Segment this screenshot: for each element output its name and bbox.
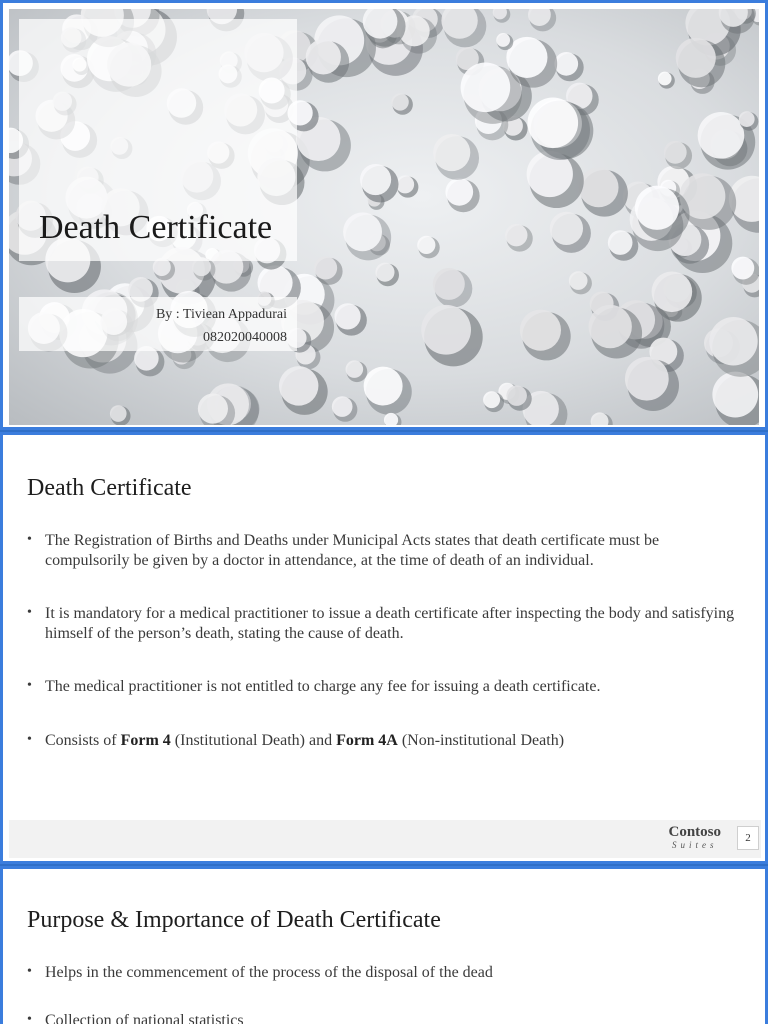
slide-heading: Purpose & Importance of Death Certificate: [27, 907, 441, 933]
form-4-desc: (Institutional Death) and: [170, 732, 337, 749]
snow-tree-shape: [343, 212, 391, 260]
snow-tree-shape: [591, 412, 613, 425]
snow-tree-shape: [441, 9, 486, 47]
form-4a-desc: (Non-institutional Death): [397, 732, 565, 749]
form-4a-label: Form 4A: [336, 732, 398, 749]
snow-tree-shape: [433, 134, 479, 180]
snow-tree-shape: [506, 385, 531, 410]
brand-name: Contoso: [668, 824, 721, 840]
page-number: 2: [737, 826, 759, 850]
title-panel: [19, 19, 297, 261]
snow-tree-shape: [579, 167, 628, 216]
snow-tree-shape: [433, 268, 472, 307]
bullet-item-forms: [27, 731, 739, 751]
snow-tree-shape: [445, 178, 479, 212]
bullet-item: • Collection of national statistics: [27, 1011, 739, 1024]
snow-tree-shape: [493, 9, 511, 23]
content-slide-purpose[interactable]: [0, 866, 768, 1024]
bullet-list: [27, 531, 739, 784]
snow-tree-shape: [417, 236, 440, 259]
snow-tree-shape: [664, 141, 692, 169]
snow-tree-shape: [658, 72, 675, 89]
slide-footer: [9, 820, 761, 858]
snow-tree-shape: [712, 372, 759, 425]
snow-tree-shape: [505, 224, 533, 252]
title-slide[interactable]: [0, 0, 768, 430]
snow-tree-shape: [528, 9, 556, 31]
forms-prefix: Consists of: [45, 732, 121, 749]
snow-tree-shape: [550, 212, 591, 253]
snow-tree-shape: [569, 271, 592, 294]
snow-tree-shape: [364, 367, 412, 415]
slide-title: Death Certificate: [39, 209, 273, 246]
snow-tree-shape: [731, 257, 759, 285]
form-4-label: Form 4: [120, 732, 171, 749]
snow-tree-shape: [360, 164, 399, 203]
snow-tree-shape: [384, 413, 402, 425]
snow-tree-shape: [608, 230, 638, 260]
bullet-item: • It is mandatory for a medical practitioner to issue a death certificate after inspecting the body and satisfying himself of the person’s death, stating the cause of death.: [27, 604, 739, 644]
brand-subtitle: Suites: [671, 840, 718, 850]
bullet-item: • Helps in the commencement of the process of the disposal of the dead: [27, 963, 739, 983]
snow-tree-shape: [332, 396, 358, 422]
snow-tree-shape: [421, 305, 483, 367]
snow-tree-shape: [391, 93, 412, 114]
snow-tree-shape: [554, 52, 583, 81]
snow-tree-shape: [334, 303, 366, 335]
slide-heading: Death Certificate: [27, 475, 192, 501]
brand-logo: [668, 824, 721, 850]
author-line: By : Tiviean Appadurai: [155, 307, 287, 322]
bullet-list: [27, 963, 739, 1024]
snow-tree-shape: [396, 175, 418, 197]
student-id: 082020040008: [203, 330, 287, 345]
bullet-item: • The Registration of Births and Deaths under Municipal Acts states that death certificate must be compulsorily be given by a doctor in attendance, at the time of death of an individual.: [27, 531, 739, 571]
snow-tree-shape: [496, 33, 513, 50]
author-panel: [19, 297, 297, 351]
content-slide-death-certificate[interactable]: [0, 432, 768, 864]
snow-tree-shape: [346, 360, 368, 382]
snow-tree-shape: [110, 405, 131, 425]
snow-tree-shape: [375, 263, 399, 287]
bullet-item: • The medical practitioner is not entitled to charge any fee for issuing a death certificate.: [27, 677, 739, 697]
snow-tree-shape: [709, 317, 759, 377]
snow-tree-shape: [520, 310, 571, 361]
snow-tree-shape: [279, 366, 328, 415]
